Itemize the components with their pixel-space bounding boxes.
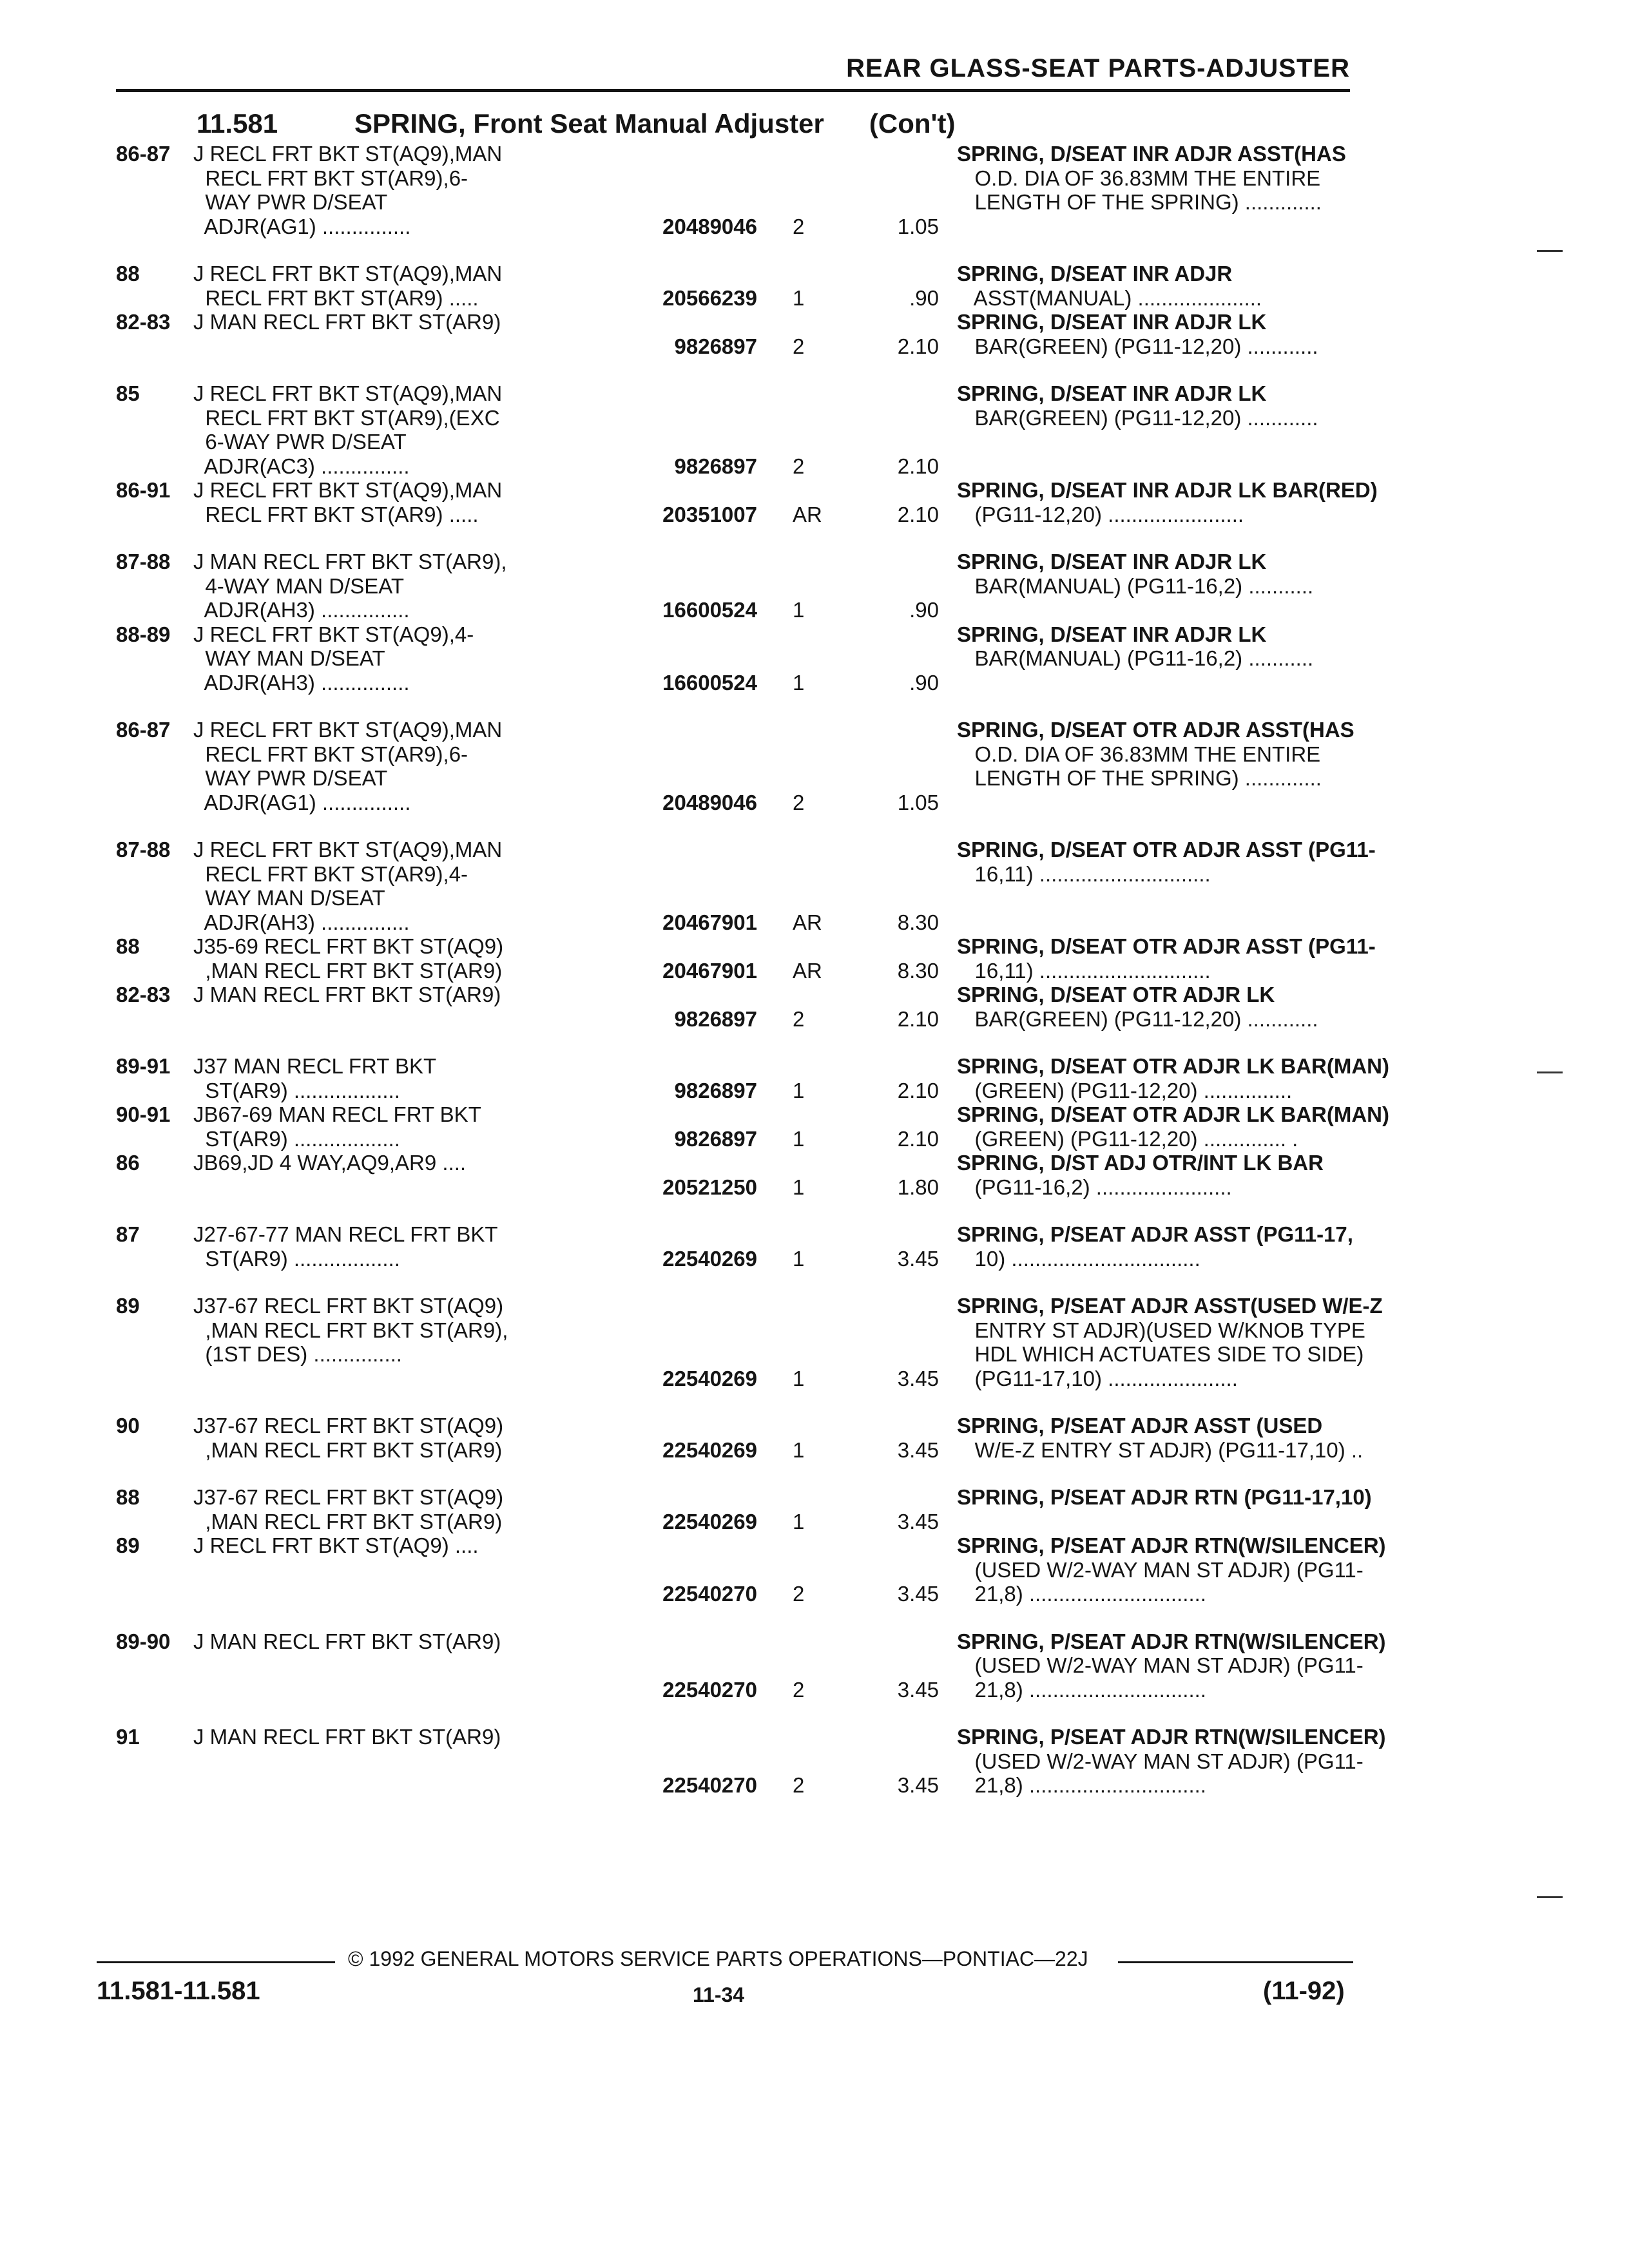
row-part-number: 22540269 bbox=[662, 1437, 757, 1462]
row-quantity: 2 bbox=[793, 214, 805, 238]
row-year: 89 bbox=[116, 1533, 140, 1557]
footer-date: (11-92) bbox=[1263, 1977, 1345, 2005]
row-part-number: 20489046 bbox=[662, 790, 757, 814]
part-description-first-line: SPRING, D/ST ADJ OTR/INT LK BAR bbox=[957, 1151, 1324, 1175]
row-price: 1.80 bbox=[897, 1175, 939, 1199]
row-year: 88 bbox=[116, 934, 140, 958]
table-row bbox=[116, 310, 1350, 358]
page-title: REAR GLASS-SEAT PARTS-ADJUSTER bbox=[846, 54, 1350, 82]
table-row bbox=[116, 1533, 1386, 1606]
row-price: .90 bbox=[909, 598, 939, 622]
row-part-number: 9826897 bbox=[674, 1006, 757, 1031]
row-part-number: 22540269 bbox=[662, 1509, 757, 1533]
row-application: JB67-69 MAN RECL FRT BKT ST(AR9) .................. bbox=[193, 1102, 481, 1151]
table-row bbox=[116, 262, 1350, 310]
part-description-continuation: BAR(MANUAL) (PG11-16,2) ........... bbox=[974, 573, 1314, 598]
row-price: 1.05 bbox=[897, 214, 939, 238]
part-description-continuation: BAR(GREEN) (PG11-12,20) ............ bbox=[974, 334, 1318, 358]
row-part-description bbox=[957, 381, 1350, 478]
part-description-first-line: SPRING, D/SEAT OTR ADJR ASST(HAS bbox=[957, 718, 1354, 742]
section-continued: (Con't) bbox=[869, 108, 956, 139]
row-year: 89-90 bbox=[116, 1629, 171, 1653]
row-part-description bbox=[957, 1414, 1364, 1462]
row-part-description bbox=[957, 838, 1376, 934]
table-row bbox=[116, 838, 1376, 934]
part-description-continuation: (USED W/2-WAY MAN ST ADJR) (PG11- 21,8) .............................. bbox=[974, 1653, 1364, 1702]
part-description-first-line: SPRING, D/SEAT INR ADJR LK bbox=[957, 622, 1267, 646]
row-year: 86-87 bbox=[116, 142, 171, 166]
row-quantity: 2 bbox=[793, 454, 805, 478]
row-application: J RECL FRT BKT ST(AQ9),MAN RECL FRT BKT ST(AR9) ..... bbox=[193, 262, 503, 310]
row-quantity: 2 bbox=[793, 1773, 805, 1797]
part-description-continuation: (GREEN) (PG11-12,20) ............... bbox=[974, 1078, 1293, 1102]
row-year: 87-88 bbox=[116, 550, 171, 573]
row-price: 3.45 bbox=[897, 1582, 939, 1606]
row-year: 85 bbox=[116, 381, 140, 405]
part-description-first-line: SPRING, P/SEAT ADJR RTN(W/SILENCER) bbox=[957, 1725, 1386, 1749]
part-description-first-line: SPRING, P/SEAT ADJR ASST (USED bbox=[957, 1414, 1323, 1437]
part-description-first-line: SPRING, D/SEAT OTR ADJR LK bbox=[957, 983, 1275, 1006]
section-heading bbox=[197, 107, 955, 140]
row-quantity: 1 bbox=[793, 1175, 805, 1199]
row-application: J27-67-77 MAN RECL FRT BKT ST(AR9) .................. bbox=[193, 1222, 498, 1271]
header-rule bbox=[116, 89, 1350, 92]
row-part-number: 9826897 bbox=[674, 1126, 757, 1151]
table-row bbox=[116, 934, 1376, 983]
row-part-description bbox=[957, 718, 1354, 814]
section-name: SPRING, Front Seat Manual Adjuster bbox=[354, 108, 824, 139]
row-application: J MAN RECL FRT BKT ST(AR9) bbox=[193, 1725, 501, 1749]
row-part-description bbox=[957, 1054, 1389, 1102]
row-part-number: 16600524 bbox=[662, 598, 757, 622]
row-application: J RECL FRT BKT ST(AQ9),4- WAY MAN D/SEAT ADJR(AH3) ............... bbox=[193, 622, 474, 695]
table-row bbox=[116, 1151, 1350, 1199]
row-price: 3.45 bbox=[897, 1677, 939, 1702]
row-year: 87-88 bbox=[116, 838, 171, 861]
row-part-number: 20521250 bbox=[662, 1175, 757, 1199]
row-application: J RECL FRT BKT ST(AQ9),MAN RECL FRT BKT ST(AR9),6- WAY PWR D/SEAT ADJR(AG1) ............... bbox=[193, 718, 503, 814]
row-quantity: AR bbox=[793, 502, 822, 526]
row-application: J37-67 RECL FRT BKT ST(AQ9) ,MAN RECL FRT BKT ST(AR9), (1ST DES) ............... bbox=[193, 1294, 508, 1366]
table-row bbox=[116, 1294, 1383, 1390]
part-description-first-line: SPRING, D/SEAT INR ADJR ASST(HAS bbox=[957, 142, 1346, 166]
row-year: 86-87 bbox=[116, 718, 171, 742]
row-price: 3.45 bbox=[897, 1773, 939, 1797]
part-description-first-line: SPRING, P/SEAT ADJR ASST(USED W/E-Z bbox=[957, 1294, 1383, 1318]
row-part-number: 22540270 bbox=[662, 1582, 757, 1606]
table-row bbox=[116, 622, 1350, 695]
row-part-description bbox=[957, 983, 1350, 1031]
part-description-first-line: SPRING, D/SEAT OTR ADJR ASST (PG11- bbox=[957, 838, 1376, 861]
table-row bbox=[116, 1725, 1386, 1798]
row-application: J MAN RECL FRT BKT ST(AR9) bbox=[193, 983, 501, 1006]
table-row bbox=[116, 1102, 1389, 1151]
row-quantity: 2 bbox=[793, 1677, 805, 1702]
row-price: 3.45 bbox=[897, 1246, 939, 1271]
row-part-description bbox=[957, 1151, 1350, 1199]
table-row bbox=[116, 1054, 1389, 1102]
row-part-description bbox=[957, 1222, 1353, 1271]
row-application: J37-67 RECL FRT BKT ST(AQ9) ,MAN RECL FRT BKT ST(AR9) bbox=[193, 1414, 504, 1462]
row-part-number: 9826897 bbox=[674, 334, 757, 358]
row-part-description bbox=[957, 934, 1376, 983]
row-quantity: 1 bbox=[793, 285, 805, 310]
row-application: J MAN RECL FRT BKT ST(AR9), 4-WAY MAN D/SEAT ADJR(AH3) ............... bbox=[193, 550, 507, 622]
table-row bbox=[116, 718, 1354, 814]
part-description-first-line: SPRING, P/SEAT ADJR RTN(W/SILENCER) bbox=[957, 1533, 1386, 1557]
footer-rule-left bbox=[97, 1961, 335, 1963]
footer-page-number: 11-34 bbox=[693, 1983, 745, 2006]
table-row bbox=[116, 1485, 1372, 1533]
part-description-continuation: 16,11) ............................. bbox=[974, 958, 1211, 983]
row-price: 2.10 bbox=[897, 334, 939, 358]
row-price: 3.45 bbox=[897, 1437, 939, 1462]
part-description-first-line: SPRING, D/SEAT INR ADJR LK bbox=[957, 381, 1267, 405]
row-application: J RECL FRT BKT ST(AQ9),MAN RECL FRT BKT ST(AR9),4- WAY MAN D/SEAT ADJR(AH3) ............... bbox=[193, 838, 503, 934]
part-description-continuation: (GREEN) (PG11-12,20) .............. . bbox=[974, 1126, 1298, 1151]
row-application: JB69,JD 4 WAY,AQ9,AR9 .... bbox=[193, 1151, 467, 1175]
row-year: 87 bbox=[116, 1222, 140, 1246]
row-quantity: 1 bbox=[793, 1246, 805, 1271]
row-part-number: 20566239 bbox=[662, 285, 757, 310]
row-price: 8.30 bbox=[897, 958, 939, 983]
row-part-number: 16600524 bbox=[662, 670, 757, 695]
row-application: J RECL FRT BKT ST(AQ9) .... bbox=[193, 1533, 479, 1557]
part-description-first-line: SPRING, D/SEAT INR ADJR bbox=[957, 262, 1233, 285]
row-year: 91 bbox=[116, 1725, 140, 1749]
margin-tick bbox=[1537, 1072, 1563, 1073]
part-description-continuation: ASST(MANUAL) ..................... bbox=[973, 285, 1262, 310]
footer-section-range: 11.581-11.581 bbox=[97, 1977, 260, 2005]
table-row bbox=[116, 381, 1350, 478]
row-year: 89-91 bbox=[116, 1054, 171, 1078]
row-quantity: 1 bbox=[793, 1437, 805, 1462]
table-row bbox=[116, 142, 1350, 238]
part-description-continuation: 16,11) ............................. bbox=[974, 861, 1211, 886]
row-year: 86-91 bbox=[116, 478, 171, 502]
table-row bbox=[116, 478, 1378, 526]
margin-tick bbox=[1537, 1896, 1563, 1898]
row-quantity: 1 bbox=[793, 1509, 805, 1533]
row-part-description bbox=[957, 622, 1350, 695]
row-year: 86 bbox=[116, 1151, 140, 1175]
row-part-description bbox=[957, 142, 1350, 238]
row-application: J MAN RECL FRT BKT ST(AR9) bbox=[193, 1629, 501, 1653]
table-row bbox=[116, 1414, 1364, 1462]
part-description-continuation: 10) ................................ bbox=[974, 1246, 1200, 1271]
part-description-continuation: O.D. DIA OF 36.83MM THE ENTIRE LENGTH OF THE SPRING) ............. bbox=[974, 742, 1322, 790]
part-description-first-line: SPRING, P/SEAT ADJR RTN (PG11-17,10) bbox=[957, 1485, 1372, 1509]
row-price: 3.45 bbox=[897, 1366, 939, 1390]
row-year: 88 bbox=[116, 262, 140, 285]
section-number: 11.581 bbox=[197, 108, 278, 139]
row-year: 89 bbox=[116, 1294, 140, 1318]
row-price: .90 bbox=[909, 285, 939, 310]
row-part-description bbox=[957, 1102, 1389, 1151]
part-description-continuation: W/E-Z ENTRY ST ADJR) (PG11-17,10) .. bbox=[974, 1437, 1364, 1462]
part-description-continuation: (USED W/2-WAY MAN ST ADJR) (PG11- 21,8) .............................. bbox=[974, 1557, 1364, 1606]
row-price: 2.10 bbox=[897, 1078, 939, 1102]
part-description-first-line: SPRING, D/SEAT OTR ADJR ASST (PG11- bbox=[957, 934, 1376, 958]
row-year: 88-89 bbox=[116, 622, 171, 646]
row-application: J RECL FRT BKT ST(AQ9),MAN RECL FRT BKT ST(AR9) ..... bbox=[193, 478, 503, 526]
part-description-first-line: SPRING, P/SEAT ADJR RTN(W/SILENCER) bbox=[957, 1629, 1386, 1653]
row-quantity: 2 bbox=[793, 1006, 805, 1031]
row-price: 2.10 bbox=[897, 502, 939, 526]
row-price: 2.10 bbox=[897, 1006, 939, 1031]
part-description-continuation: O.D. DIA OF 36.83MM THE ENTIRE LENGTH OF THE SPRING) ............. bbox=[974, 166, 1322, 214]
table-row bbox=[116, 550, 1350, 622]
row-part-description bbox=[957, 262, 1350, 310]
part-description-continuation: BAR(MANUAL) (PG11-16,2) ........... bbox=[974, 646, 1314, 670]
row-part-number: 22540270 bbox=[662, 1677, 757, 1702]
row-price: 2.10 bbox=[897, 454, 939, 478]
row-year: 82-83 bbox=[116, 310, 171, 334]
row-quantity: 1 bbox=[793, 598, 805, 622]
part-description-continuation: BAR(GREEN) (PG11-12,20) ............ bbox=[974, 405, 1318, 430]
part-description-continuation: ENTRY ST ADJR)(USED W/KNOB TYPE HDL WHICH ACTUATES SIDE TO SIDE) (PG11-17,10) ...................... bbox=[974, 1318, 1365, 1390]
row-application: J RECL FRT BKT ST(AQ9),MAN RECL FRT BKT ST(AR9),6- WAY PWR D/SEAT ADJR(AG1) ............... bbox=[193, 142, 503, 238]
row-price: 1.05 bbox=[897, 790, 939, 814]
part-description-first-line: SPRING, D/SEAT INR ADJR LK bbox=[957, 310, 1267, 334]
row-part-number: 20467901 bbox=[662, 910, 757, 934]
row-quantity: 1 bbox=[793, 670, 805, 695]
part-description-continuation: (USED W/2-WAY MAN ST ADJR) (PG11- 21,8) .............................. bbox=[974, 1749, 1364, 1797]
row-part-number: 20351007 bbox=[662, 502, 757, 526]
row-application: J RECL FRT BKT ST(AQ9),MAN RECL FRT BKT ST(AR9),(EXC 6-WAY PWR D/SEAT ADJR(AC3) ............... bbox=[193, 381, 503, 478]
row-price: 8.30 bbox=[897, 910, 939, 934]
row-year: 88 bbox=[116, 1485, 140, 1509]
row-part-number: 22540269 bbox=[662, 1246, 757, 1271]
row-part-number: 9826897 bbox=[674, 1078, 757, 1102]
parts-list bbox=[116, 142, 1389, 1798]
row-application: J37 MAN RECL FRT BKT ST(AR9) .................. bbox=[193, 1054, 437, 1102]
row-price: 2.10 bbox=[897, 1126, 939, 1151]
row-year: 90-91 bbox=[116, 1102, 171, 1126]
row-part-description bbox=[957, 1533, 1386, 1606]
row-part-description bbox=[957, 1485, 1372, 1533]
part-description-continuation: BAR(GREEN) (PG11-12,20) ............ bbox=[974, 1006, 1318, 1031]
row-price: .90 bbox=[909, 670, 939, 695]
row-part-description bbox=[957, 478, 1378, 526]
row-quantity: AR bbox=[793, 958, 822, 983]
row-year: 82-83 bbox=[116, 983, 171, 1006]
part-description-continuation: (PG11-16,2) ....................... bbox=[974, 1175, 1232, 1199]
table-row bbox=[116, 1629, 1386, 1702]
row-quantity: 2 bbox=[793, 790, 805, 814]
row-quantity: 1 bbox=[793, 1078, 805, 1102]
part-description-first-line: SPRING, D/SEAT OTR ADJR LK BAR(MAN) bbox=[957, 1102, 1389, 1126]
row-quantity: 1 bbox=[793, 1366, 805, 1390]
row-part-description bbox=[957, 550, 1350, 622]
row-application: J MAN RECL FRT BKT ST(AR9) bbox=[193, 310, 501, 334]
margin-tick bbox=[1537, 250, 1563, 252]
row-quantity: AR bbox=[793, 910, 822, 934]
row-price: 3.45 bbox=[897, 1509, 939, 1533]
part-description-continuation: (PG11-12,20) ....................... bbox=[974, 502, 1244, 526]
part-description-first-line: SPRING, P/SEAT ADJR ASST (PG11-17, bbox=[957, 1222, 1353, 1246]
row-part-description bbox=[957, 1294, 1383, 1390]
copyright-text: © 1992 GENERAL MOTORS SERVICE PARTS OPERATIONS—PONTIAC—22J bbox=[348, 1947, 1088, 1970]
row-part-number: 22540269 bbox=[662, 1366, 757, 1390]
part-description-first-line: SPRING, D/SEAT OTR ADJR LK BAR(MAN) bbox=[957, 1054, 1389, 1078]
part-description-first-line: SPRING, D/SEAT INR ADJR LK BAR(RED) bbox=[957, 478, 1378, 502]
row-quantity: 2 bbox=[793, 1582, 805, 1606]
footer-rule-right bbox=[1118, 1961, 1353, 1963]
row-application: J37-67 RECL FRT BKT ST(AQ9) ,MAN RECL FRT BKT ST(AR9) bbox=[193, 1485, 504, 1533]
row-part-number: 20467901 bbox=[662, 958, 757, 983]
table-row bbox=[116, 1222, 1353, 1271]
row-quantity: 2 bbox=[793, 334, 805, 358]
row-part-description bbox=[957, 1725, 1386, 1798]
row-part-description bbox=[957, 310, 1350, 358]
row-part-number: 9826897 bbox=[674, 454, 757, 478]
row-part-description bbox=[957, 1629, 1386, 1702]
table-row bbox=[116, 983, 1350, 1031]
row-quantity: 1 bbox=[793, 1126, 805, 1151]
row-application: J35-69 RECL FRT BKT ST(AQ9) ,MAN RECL FRT BKT ST(AR9) bbox=[193, 934, 504, 983]
row-part-number: 20489046 bbox=[662, 214, 757, 238]
row-part-number: 22540270 bbox=[662, 1773, 757, 1797]
row-year: 90 bbox=[116, 1414, 140, 1437]
part-description-first-line: SPRING, D/SEAT INR ADJR LK bbox=[957, 550, 1267, 573]
